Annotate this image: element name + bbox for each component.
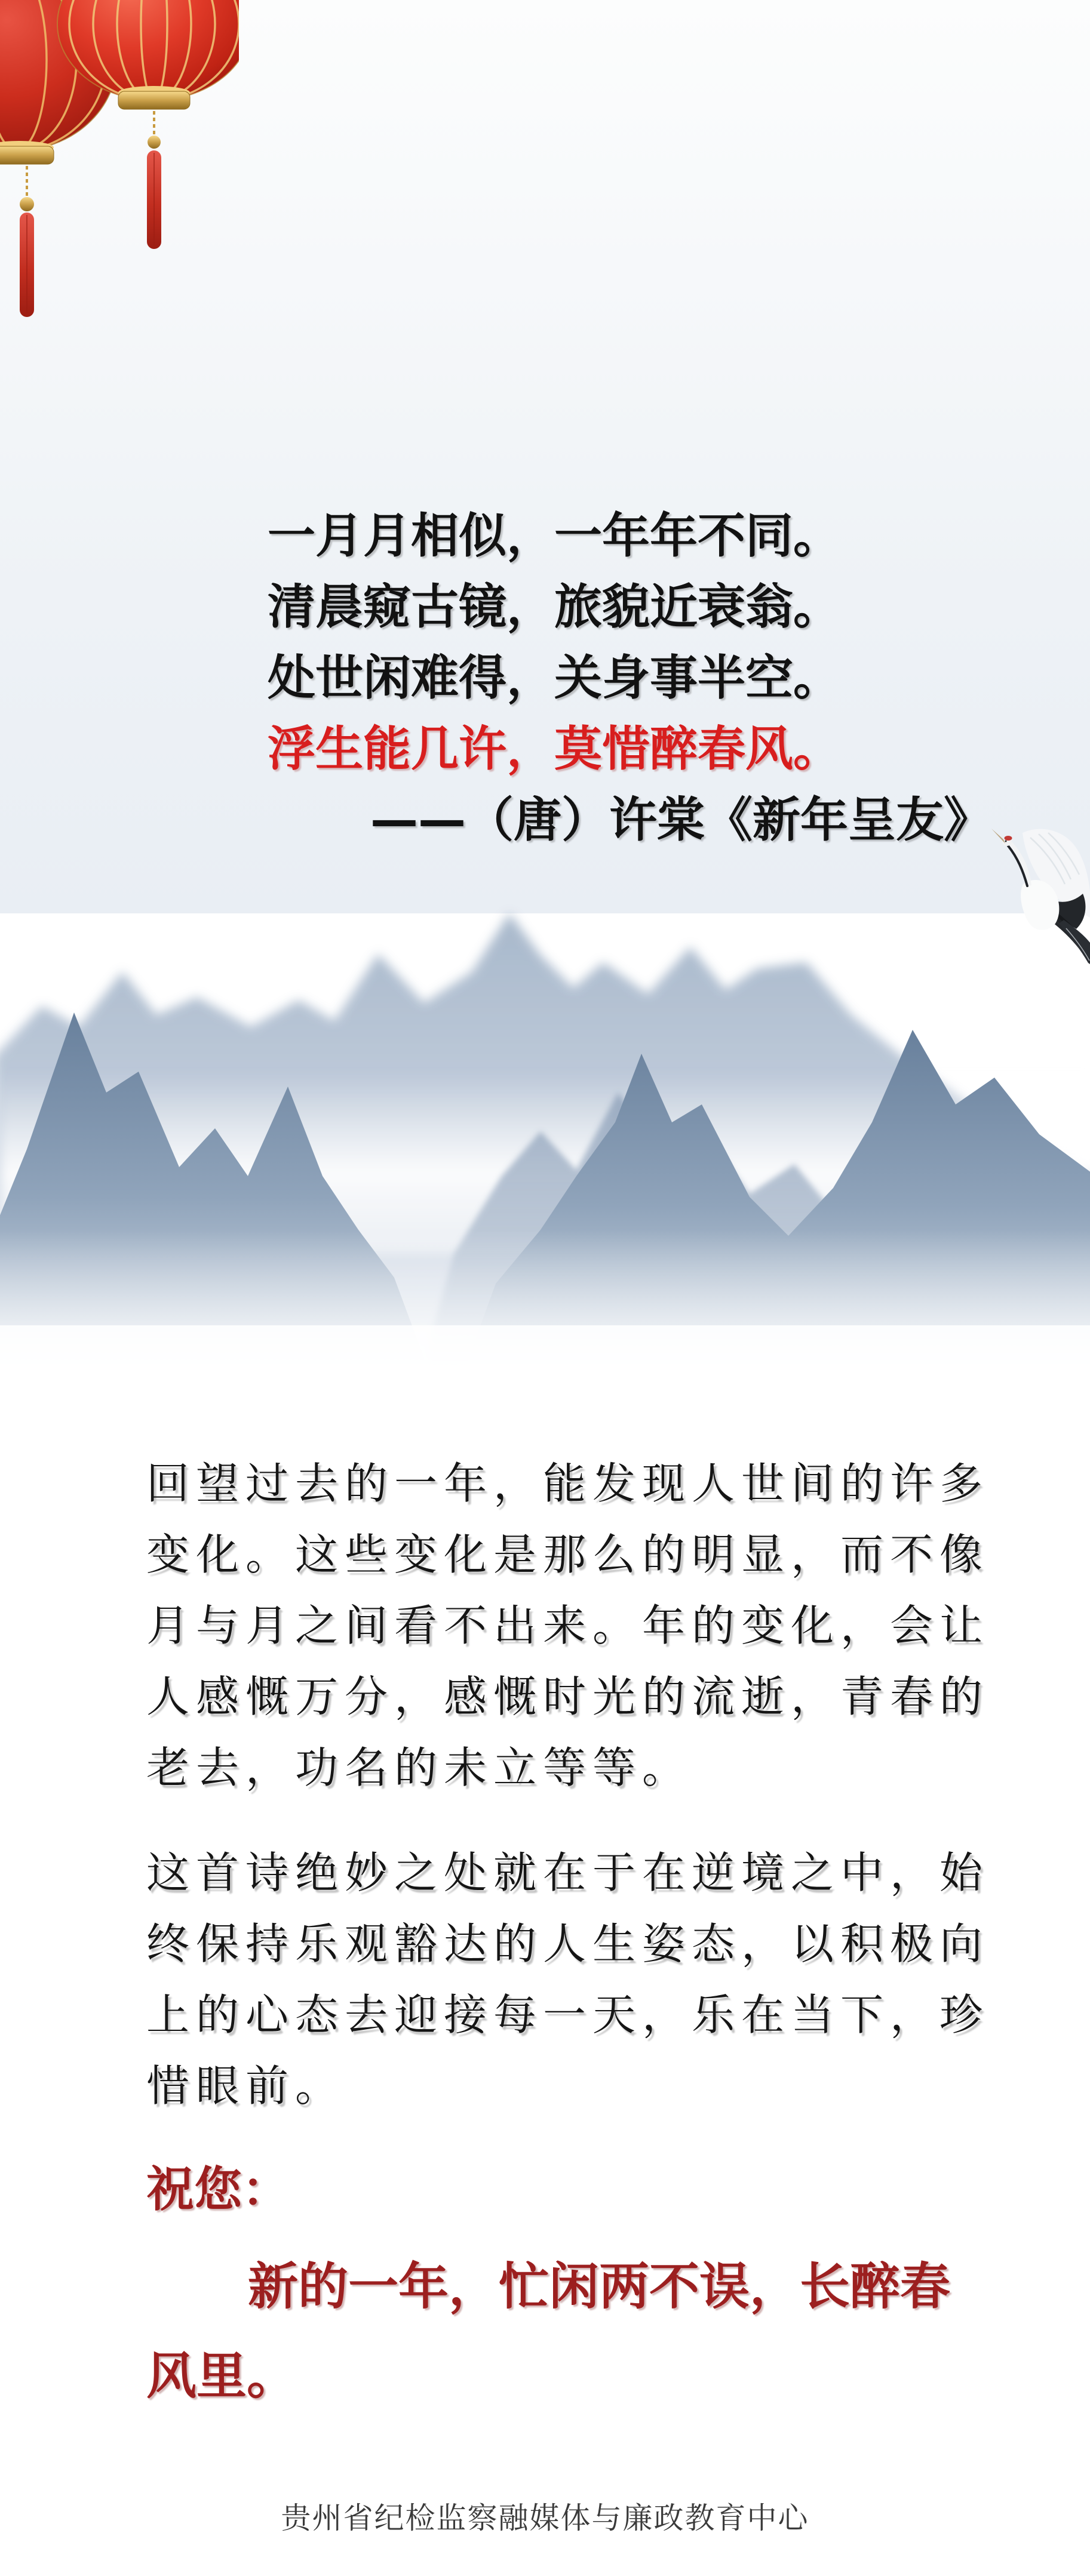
wish-line-1: 新的一年，忙闲两不误，长醉春 [248,2257,951,2316]
para1-line-3: 月与月之间看不出来。年的变化，会让 [146,1601,990,1651]
para1-line-4: 人感慨万分，感慨时光的流逝，青春的 [146,1672,990,1722]
poem-line-2: 清晨窥古镜，旅貌近衰翁。 [268,579,841,635]
poem-line-4-highlight: 浮生能几许，莫惜醉春风。 [268,721,841,777]
para1-line-1: 回望过去的一年，能发现人世间的许多 [146,1458,990,1509]
poem-attribution: ——（唐）许棠《新年呈友》 [370,792,991,848]
para2-line-3: 上的心态去迎接每一天，乐在当下，珍 [146,1990,990,2040]
wish-label: 祝您： [146,2161,290,2217]
para2-line-1: 这首诗绝妙之处就在于在逆境之中，始 [146,1848,990,1898]
wish-line-2: 风里。 [146,2347,297,2405]
article-paragraph-2 [146,1838,988,2122]
para2-line-4: 惜眼前。 [146,2061,345,2111]
red-lanterns-decor [0,0,239,346]
poem-line-3: 处世闲难得，关身事半空。 [268,650,841,706]
footer-credit: 贵州省纪检监察融媒体与廉政教育中心 [281,2501,809,2535]
poem-line-1: 一月月相似，一年年不同。 [268,508,841,564]
para2-line-2: 终保持乐观豁达的人生姿态，以积极向 [146,1919,990,1969]
article-paragraph-1 [146,1448,988,1803]
para1-line-5: 老去，功名的未立等等。 [146,1743,692,1793]
crane-beak [991,829,1005,844]
crane-decor [988,827,1090,964]
para1-line-2: 变化。这些变化是那么的明显，而不像 [146,1529,990,1580]
wish-text [146,2242,1018,2421]
poem-block [268,500,991,855]
crane-red-crown [1005,836,1012,841]
ink-mountains-art [0,895,1090,1376]
